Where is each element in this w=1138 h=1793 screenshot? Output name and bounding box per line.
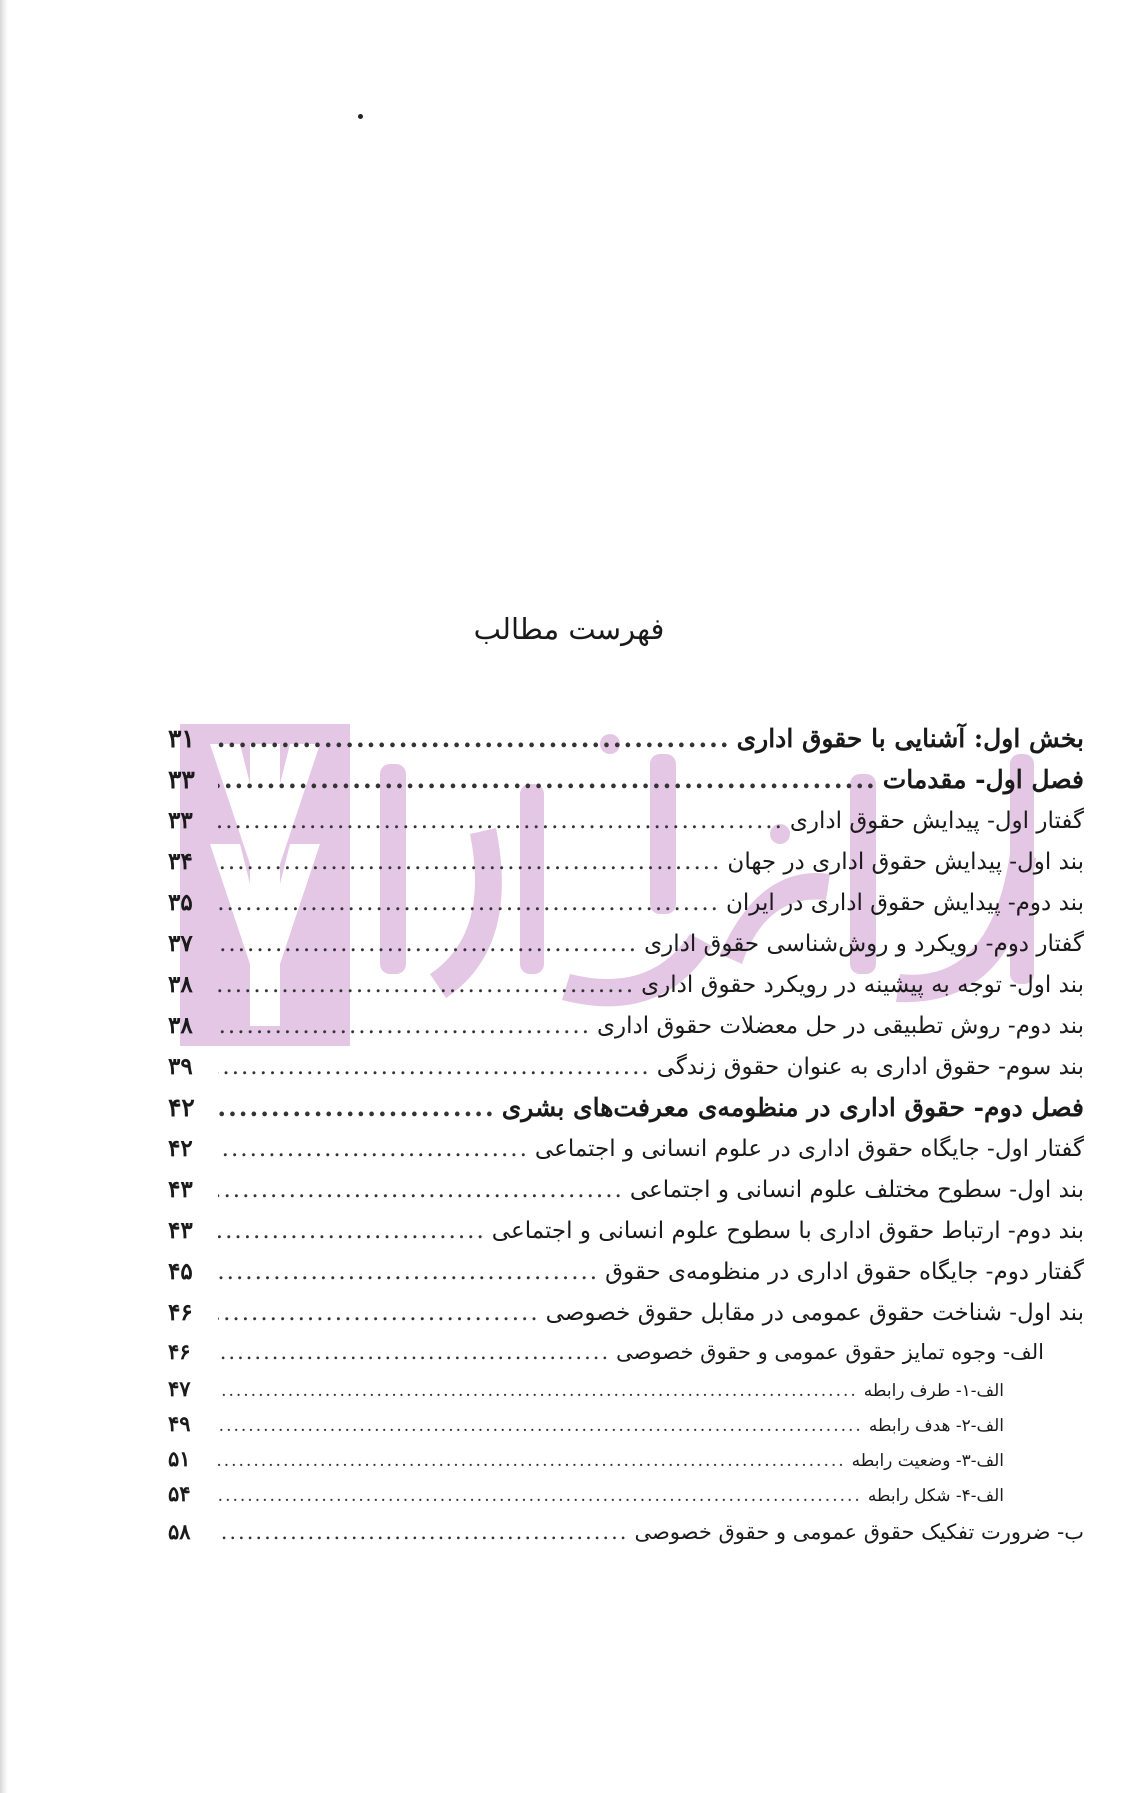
toc-row[interactable]	[168, 1333, 1084, 1371]
speck-mark	[358, 114, 363, 119]
toc-entry-label: الف- وجوه تمایز حقوق عمومی و حقوق خصوصی	[616, 1340, 1044, 1364]
toc-page-number: ۳۷	[168, 930, 193, 957]
dot-leader	[218, 1170, 624, 1211]
toc-row[interactable]	[168, 1406, 1084, 1441]
dot-leader	[218, 1374, 858, 1409]
toc-entry-label: بند دوم- پیدایش حقوق اداری در ایران	[726, 890, 1084, 916]
toc-row[interactable]	[168, 718, 1084, 759]
toc-row[interactable]	[168, 1371, 1084, 1406]
toc-page-number: ۵۴	[168, 1481, 191, 1506]
toc-entry-label: گفتار اول- جایگاه حقوق اداری در علوم انسانی و اجتماعی	[534, 1136, 1084, 1162]
toc-row[interactable]	[168, 1441, 1084, 1476]
toc-entry-label: الف-۱- طرف رابطه	[863, 1381, 1004, 1401]
toc-row[interactable]	[168, 923, 1084, 964]
table-of-contents	[168, 718, 1084, 1552]
toc-page-number: ۴۳	[168, 1217, 193, 1244]
dot-leader	[218, 801, 784, 842]
toc-row[interactable]	[168, 1251, 1084, 1292]
dot-leader	[218, 1409, 863, 1444]
toc-entry-label: گفتار دوم- رویکرد و روش‌شناسی حقوق اداری	[644, 931, 1084, 957]
toc-entry-label: الف-۴- شکل رابطه	[867, 1486, 1004, 1506]
dot-leader	[218, 1252, 599, 1293]
dot-leader	[218, 842, 721, 883]
toc-page-number: ۴۲	[168, 1093, 195, 1122]
dot-leader	[218, 1211, 486, 1252]
toc-entry-label: بند سوم- حقوق اداری به عنوان حقوق زندگی	[656, 1054, 1084, 1080]
toc-entry-label: الف-۳- وضعیت رابطه	[851, 1451, 1004, 1471]
dot-leader	[218, 1512, 628, 1553]
dot-leader	[218, 1129, 529, 1170]
toc-page-number: ۳۹	[168, 1053, 193, 1080]
dot-leader	[218, 965, 635, 1006]
toc-page-number: ۳۱	[168, 724, 195, 753]
toc-entry-label: فصل اول- مقدمات	[882, 765, 1084, 794]
toc-row[interactable]	[168, 1210, 1084, 1251]
toc-row[interactable]	[168, 882, 1084, 923]
toc-entry-label: گفتار اول- پیدایش حقوق اداری	[789, 808, 1084, 834]
toc-row[interactable]	[168, 1511, 1084, 1552]
toc-row[interactable]	[168, 1476, 1084, 1511]
toc-page-number: ۴۶	[168, 1339, 191, 1364]
toc-row[interactable]	[168, 800, 1084, 841]
toc-row[interactable]	[168, 1005, 1084, 1046]
toc-entry-label: بند اول- توجه به پیشینه در رویکرد حقوق اداری	[641, 972, 1084, 998]
toc-row[interactable]	[168, 1169, 1084, 1210]
toc-page-number: ۴۵	[168, 1258, 193, 1285]
toc-page-number: ۴۳	[168, 1176, 193, 1203]
scan-edge	[0, 0, 8, 1793]
page-title: فهرست مطالب	[473, 612, 665, 646]
toc-entry-label: الف-۲- هدف رابطه	[868, 1416, 1004, 1436]
toc-entry-label: ب- ضرورت تفکیک حقوق عمومی و حقوق خصوصی	[634, 1520, 1084, 1544]
dot-leader	[218, 1293, 540, 1334]
toc-entry-label: فصل دوم- حقوق اداری در منظومه‌ی معرفت‌های بشری	[501, 1093, 1084, 1122]
toc-page-number: ۴۲	[168, 1135, 193, 1162]
dot-leader	[218, 1333, 610, 1371]
toc-row[interactable]	[168, 1292, 1084, 1333]
toc-row[interactable]	[168, 1087, 1084, 1128]
dot-leader	[218, 1087, 496, 1128]
toc-page-number: ۵۸	[168, 1519, 191, 1544]
toc-page-number: ۳۵	[168, 889, 193, 916]
toc-row[interactable]	[168, 1046, 1084, 1087]
dot-leader	[218, 718, 731, 759]
dot-leader	[218, 1047, 651, 1088]
toc-page-number: ۳۸	[168, 1012, 193, 1039]
dot-leader	[218, 1006, 591, 1047]
dot-leader	[218, 924, 638, 965]
toc-page-number: ۴۷	[168, 1376, 191, 1401]
toc-page-number: ۳۳	[168, 765, 195, 794]
dot-leader	[218, 1479, 862, 1514]
dot-leader	[218, 883, 720, 924]
toc-row[interactable]	[168, 964, 1084, 1005]
toc-entry-label: بند دوم- روش تطبیقی در حل معضلات حقوق اداری	[597, 1013, 1084, 1039]
toc-row[interactable]	[168, 1128, 1084, 1169]
toc-entry-label: بخش اول: آشنایی با حقوق اداری	[736, 724, 1084, 753]
toc-entry-label: بند اول- سطوح مختلف علوم انسانی و اجتماعی	[629, 1177, 1084, 1203]
toc-page-number: ۴۹	[168, 1411, 191, 1436]
dot-leader	[218, 1444, 846, 1479]
toc-entry-label: بند اول- پیدایش حقوق اداری در جهان	[727, 849, 1084, 875]
toc-entry-label: گفتار دوم- جایگاه حقوق اداری در منظومه‌ی حقوق	[605, 1259, 1084, 1285]
toc-page-number: ۳۸	[168, 971, 193, 998]
toc-page-number: ۳۳	[168, 807, 193, 834]
toc-entry-label: بند دوم- ارتباط حقوق اداری با سطوح علوم انسانی و اجتماعی	[491, 1218, 1084, 1244]
toc-page-number: ۴۶	[168, 1299, 193, 1326]
dot-leader	[218, 759, 877, 800]
toc-page-number: ۳۴	[168, 848, 193, 875]
toc-row[interactable]	[168, 759, 1084, 800]
toc-entry-label: بند اول- شناخت حقوق عمومی در مقابل حقوق خصوصی	[545, 1300, 1084, 1326]
toc-row[interactable]	[168, 841, 1084, 882]
toc-page-number: ۵۱	[168, 1446, 191, 1471]
